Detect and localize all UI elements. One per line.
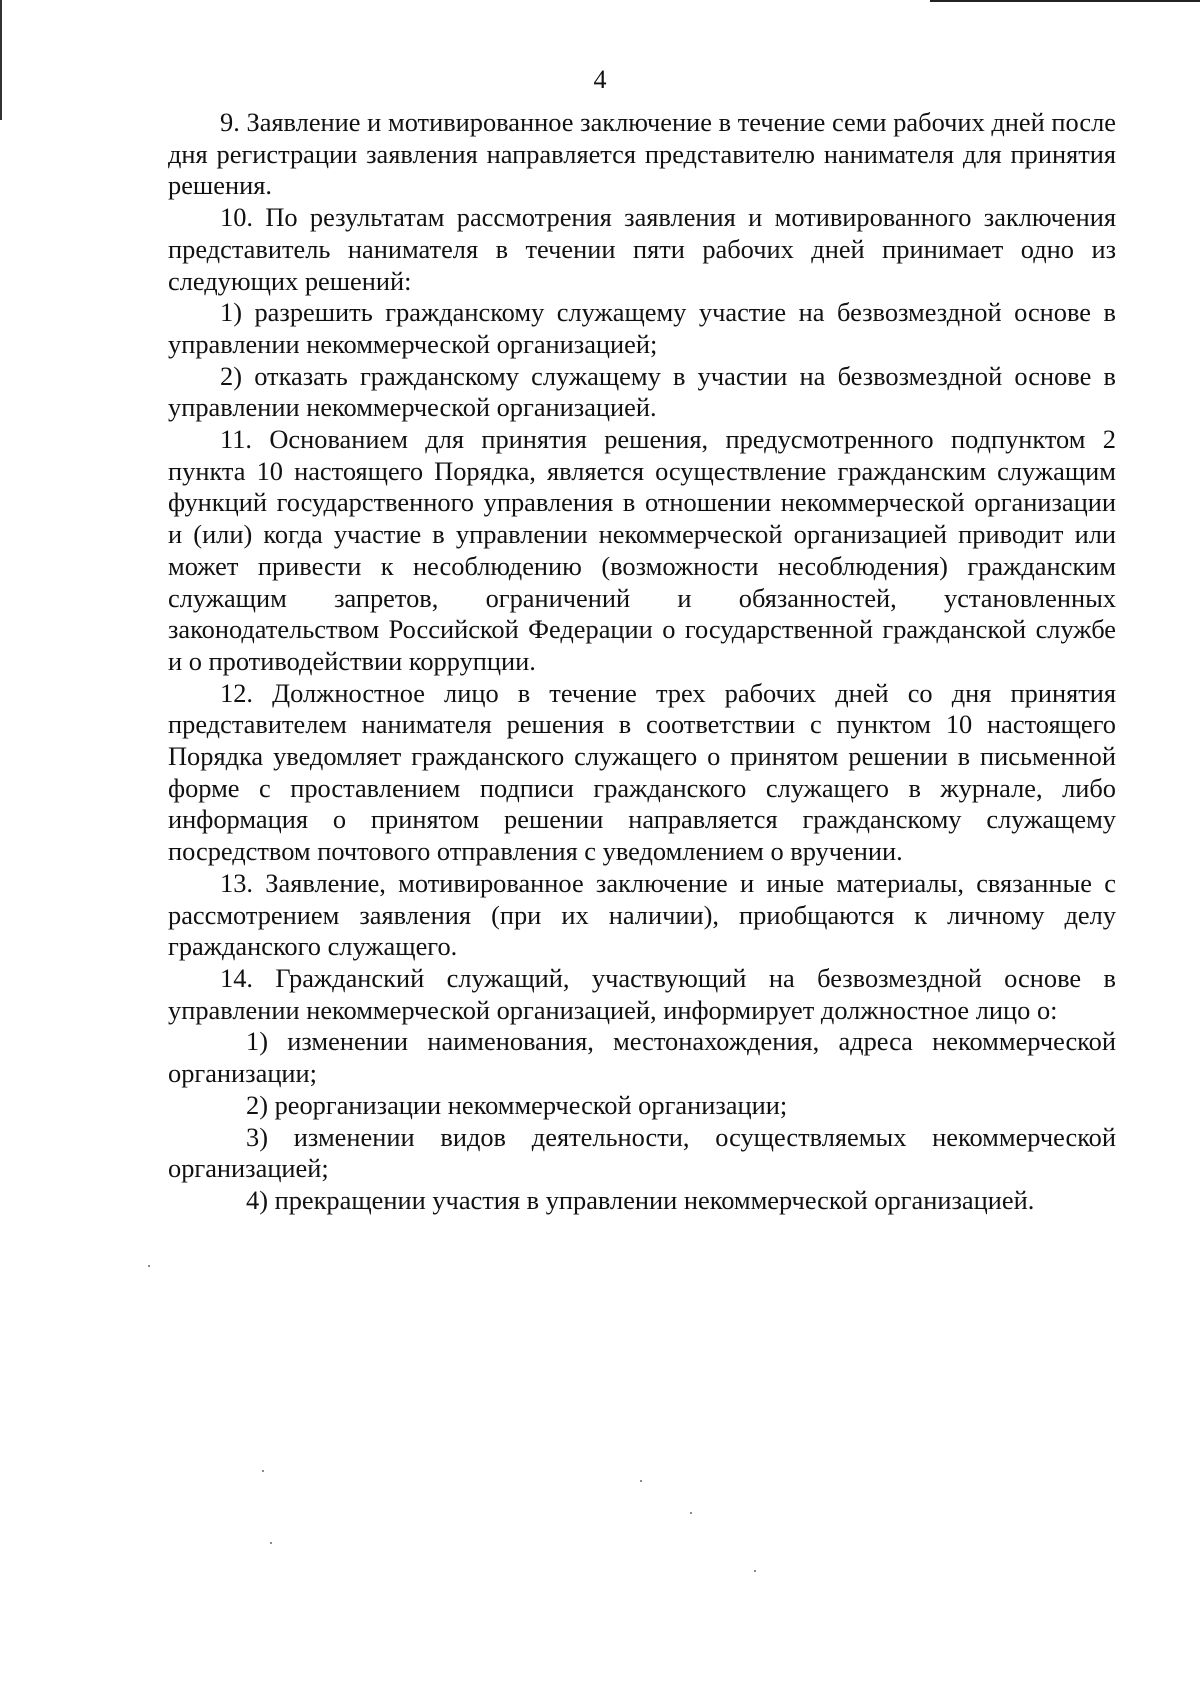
scan-speck [640, 1480, 642, 1482]
page-number: 4 [593, 65, 607, 94]
scan-speck [270, 1542, 272, 1544]
paragraph-14-item-2: 2) реорганизации некоммерческой организации; [246, 1089, 788, 1120]
paragraph-12: 12. Должностное лицо в течение трех рабочих дней со дня принятия представителем нанимателя решения в соответствии с пунктом 10 настоящего Порядка уведомляет гражданского служащего о принятом решении в письменной форме с проставлением подписи гражданского служащего в журнале, либо информация о принятом решении направляется гражданскому служащему посредством почтового отправления с уведомлением о вручении. [168, 677, 1116, 867]
paragraph-10: 10. По результатам рассмотрения заявления и мотивированного заключения представитель нанимателя в течении пяти рабочих дней принимает одно из следующих решений: [168, 202, 1116, 296]
scan-speck [754, 1570, 756, 1572]
scan-edge-left [0, 0, 2, 120]
paragraph-13: 13. Заявление, мотивированное заключение и иные материалы, связанные с рассмотрением заявления (при их наличии), приобщаются к личному делу гражданского служащего. [168, 867, 1116, 962]
paragraph-14: 14. Гражданский служащий, участвующий на безвозмездной основе в управлении некоммерческой организацией, информирует должностное лицо о: [168, 962, 1116, 1025]
paragraph-10-item-2: 2) отказать гражданскому служащему в участии на безвозмездной основе в управлении некоммерческой организацией. [168, 360, 1116, 423]
scan-edge-top [930, 0, 1200, 2]
document-body [168, 107, 1116, 1217]
paragraph-14-item-1: 1) изменении наименования, местонахождения, адреса некоммерческой организации; [168, 1026, 1116, 1089]
paragraph-11: 11. Основанием для принятия решения, предусмотренного подпунктом 2 пункта 10 настоящего Порядка, является осуществление гражданским служащим функций государственного управления в отношении некоммерческой организации и (или) когда участие в управлении некоммерческой организацией приводит или может привести к несоблюдению (возможности несоблюдения) гражданским служащим запретов, ограничений и обязанностей, установленных законодательством Российской Федерации о государственной гражданской службе и о противодействии коррупции. [168, 424, 1116, 676]
paragraph-9: 9. Заявление и мотивированное заключение в течение семи рабочих дней после дня регистрации заявления направляется представителю нанимателя для принятия решения. [168, 107, 1116, 201]
paragraph-10-item-1: 1) разрешить гражданскому служащему участие на безвозмездной основе в управлении некоммерческой организацией; [168, 297, 1116, 359]
scan-speck [690, 1512, 692, 1514]
scan-speck [148, 1265, 150, 1267]
paragraph-14-item-3: 3) изменении видов деятельности, осуществляемых некоммерческой организацией; [168, 1121, 1116, 1184]
scan-speck [262, 1470, 264, 1472]
paragraph-14-item-4: 4) прекращении участия в управлении некоммерческой организацией. [246, 1184, 1035, 1215]
